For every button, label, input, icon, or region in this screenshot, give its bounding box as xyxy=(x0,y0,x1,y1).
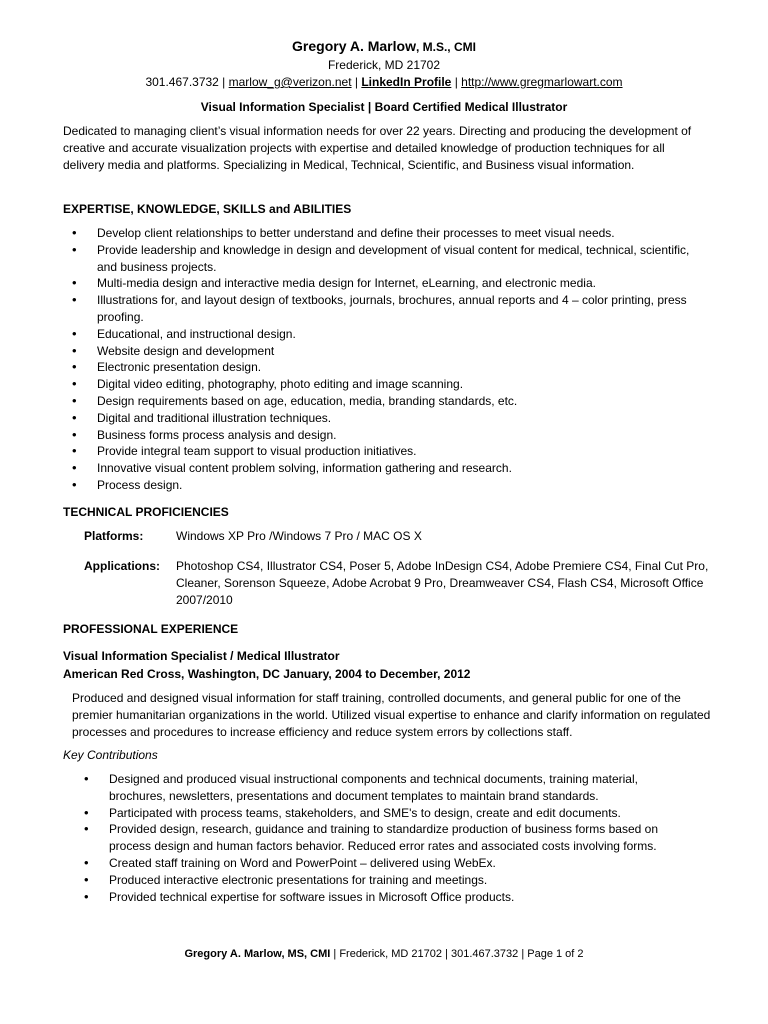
job-description: Produced and designed visual information for staff training, controlled documents, and general public for one of the premier humanitarian organizations in the world. Utilized visual expertise to enhance and clarify information on regulated processes and procedures to increase efficiency and reduce system errors by collections staff. xyxy=(72,691,711,739)
experience-heading: PROFESSIONAL EXPERIENCE xyxy=(63,622,239,636)
contribution-item: • Produced interactive electronic presentations for training and meetings. xyxy=(75,872,695,889)
expertise-item: • Business forms process analysis and design. xyxy=(63,427,703,444)
expertise-item: • Website design and development xyxy=(63,343,703,360)
platforms-value: Windows XP Pro /Windows 7 Pro / MAC OS X xyxy=(176,529,422,543)
expertise-heading: EXPERTISE, KNOWLEDGE, SKILLS and ABILITIES xyxy=(63,202,352,216)
name-text: Gregory A. Marlow xyxy=(292,38,416,54)
expertise-item: • Provide leadership and knowledge in design and development of visual content for medical, technical, scientific, and business projects. xyxy=(63,242,703,276)
footer-details: | Frederick, MD 21702 | 301.467.3732 | Page 1 of 2 xyxy=(330,948,584,960)
job-organization: American Red Cross, Washington, DC January, 2004 to December, 2012 xyxy=(63,667,471,681)
phone-text: 301.467.3732 xyxy=(145,75,219,89)
platforms-row xyxy=(84,528,716,545)
summary-paragraph: Dedicated to managing client’s visual information needs for over 22 years. Directing and producing the development of creative and accurate visualization projects with expertise and detailed knowledge of production techniques for all delivery media and platforms. Specializing in Medical, Technical, Scientific, and Business visual information. xyxy=(63,124,692,172)
contact-line: 301.467.3732 | marlow_g@verizon.net | LinkedIn Profile | http://www.gregmarlowart.com xyxy=(145,75,623,89)
expertise-item: • Multi-media design and interactive media design for Internet, eLearning, and electronic media. xyxy=(63,275,703,292)
linkedin-link[interactable]: LinkedIn Profile xyxy=(361,75,452,89)
expertise-item: • Illustrations for, and layout design of textbooks, journals, brochures, annual reports and 4 – color printing, press proofing. xyxy=(63,292,703,326)
platforms-label: Platforms: xyxy=(84,529,144,543)
expertise-item: • Educational, and instructional design. xyxy=(63,326,703,343)
expertise-item: • Innovative visual content problem solving, information gathering and research. xyxy=(63,460,703,477)
applications-value: Photoshop CS4, Illustrator CS4, Poser 5, Adobe InDesign CS4, Adobe Premiere CS4, Final Cut Pro, Cleaner, Sorenson Squeeze, Adobe Acrobat 9 Pro, Dreamweaver CS4, Flash CS4, Microsoft Office 2007/2010 xyxy=(176,559,709,607)
contribution-item: • Created staff training on Word and PowerPoint – delivered using WebEx. xyxy=(75,855,695,872)
contribution-item: • Designed and produced visual instructional components and technical documents, training material, brochures, newsletters, presentations and document templates to maintain brand standards. xyxy=(75,771,695,805)
email-link[interactable]: marlow_g@verizon.net xyxy=(228,75,352,89)
expertise-item: • Design requirements based on age, education, media, branding standards, etc. xyxy=(63,393,703,410)
expertise-list xyxy=(63,225,703,494)
footer-name: Gregory A. Marlow, MS, CMI xyxy=(184,948,331,960)
expertise-item: • Digital video editing, photography, photo editing and image scanning. xyxy=(63,376,703,393)
job-title: Visual Information Specialist / Medical Illustrator xyxy=(63,649,340,663)
page-footer xyxy=(0,946,768,963)
expertise-item: • Digital and traditional illustration techniques. xyxy=(63,410,703,427)
contributions-list xyxy=(75,771,695,905)
contribution-item: • Provided technical expertise for software issues in Microsoft Office products. xyxy=(75,889,695,906)
expertise-item: • Electronic presentation design. xyxy=(63,359,703,376)
expertise-item: • Process design. xyxy=(63,477,703,494)
resume-name xyxy=(0,38,768,56)
expertise-item: • Provide integral team support to visual production initiatives. xyxy=(63,443,703,460)
credentials-text: , M.S., CMI xyxy=(415,40,476,54)
resume-city: Frederick, MD 21702 xyxy=(327,58,441,72)
applications-label: Applications: xyxy=(84,559,161,573)
applications-row xyxy=(84,558,721,608)
technical-heading: TECHNICAL PROFICIENCIES xyxy=(63,505,229,519)
website-link[interactable]: http://www.gregmarlowart.com xyxy=(461,75,623,89)
key-contributions-label: Key Contributions xyxy=(63,748,158,762)
expertise-item: • Develop client relationships to better understand and define their processes to meet visual needs. xyxy=(63,225,703,242)
professional-title: Visual Information Specialist | Board Certified Medical Illustrator xyxy=(200,100,568,114)
contribution-item: • Participated with process teams, stakeholders, and SME's to design, create and edit documents. xyxy=(75,805,695,822)
contribution-item: • Provided design, research, guidance and training to standardize production of business forms based on process design and human factors behavior. Reduced error rates and associated costs involving forms. xyxy=(75,821,695,855)
